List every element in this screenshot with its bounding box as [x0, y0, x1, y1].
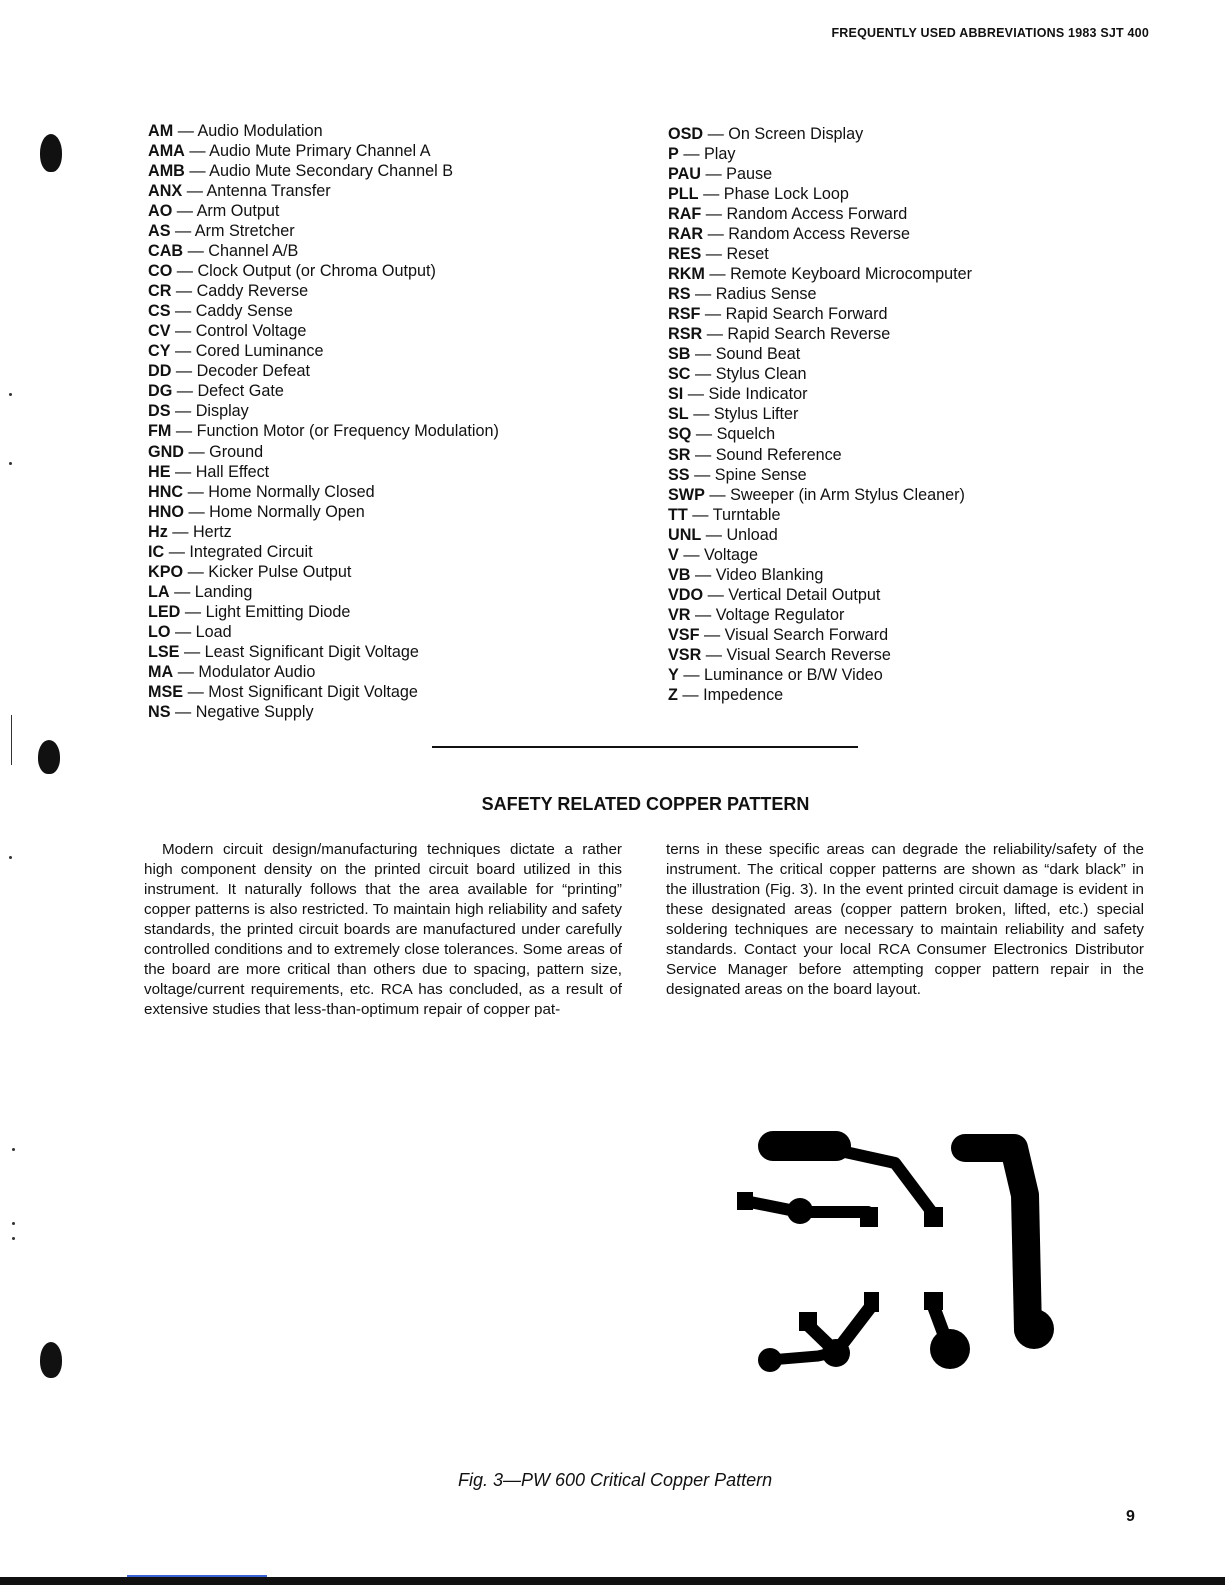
pad-round: [787, 1198, 813, 1224]
abbreviation-term: DD: [148, 362, 172, 381]
scan-artifact-dot: [9, 856, 12, 859]
abbreviation-meaning: Luminance or B/W Video: [704, 665, 883, 684]
abbreviation-term: TT: [668, 505, 688, 524]
separator-dash: —: [175, 362, 193, 381]
separator-dash: —: [707, 585, 724, 604]
trace-power-l: [965, 1148, 1028, 1330]
abbreviation-meaning: Phase Lock Loop: [723, 185, 849, 204]
abbreviation-term: V: [668, 545, 679, 564]
separator-dash: —: [186, 182, 203, 201]
abbreviation-term: CR: [148, 282, 172, 301]
abbreviation-term: DG: [148, 382, 173, 401]
abbreviation-meaning: Squelch: [716, 425, 776, 444]
abbreviation-meaning: Most Significant Digit Voltage: [208, 682, 418, 701]
abbreviation-term: Hz: [148, 522, 168, 541]
abbreviation-meaning: Sound Beat: [715, 345, 801, 364]
abbreviation-meaning: Pause: [726, 165, 773, 184]
separator-dash: —: [177, 122, 194, 140]
pad-round: [930, 1329, 970, 1369]
pad-round: [758, 1348, 782, 1372]
separator-dash: —: [683, 665, 700, 684]
abbreviation-term: VDO: [668, 585, 704, 604]
abbreviation-term: LO: [148, 622, 171, 641]
abbreviation-meaning: Play: [704, 145, 736, 164]
separator-dash: —: [177, 662, 194, 681]
separator-dash: —: [707, 125, 724, 143]
abbreviation-term: SS: [668, 465, 690, 484]
abbreviation-meaning: Modulator Audio: [198, 662, 316, 681]
abbreviation-term: VB: [668, 565, 691, 584]
abbreviation-meaning: Vertical Detail Output: [728, 585, 881, 604]
separator-dash: —: [705, 205, 722, 224]
separator-dash: —: [188, 502, 205, 521]
abbreviation-meaning: Decoder Defeat: [196, 362, 310, 381]
abbreviation-term: RES: [668, 245, 702, 264]
abbreviation-meaning: Reset: [726, 245, 769, 264]
abbreviation-meaning: Load: [195, 622, 232, 641]
abbreviation-meaning: Function Motor (or Frequency Modulation): [196, 422, 499, 441]
abbreviation-term: KPO: [148, 562, 184, 581]
abbreviation-term: SL: [668, 405, 689, 424]
abbreviation-meaning: Home Normally Closed: [208, 482, 375, 501]
abbreviation-meaning: Visual Search Reverse: [726, 645, 891, 664]
abbreviation-term: IC: [148, 542, 165, 561]
copper-traces: [737, 1146, 1054, 1372]
separator-dash: —: [692, 505, 709, 524]
running-header: FREQUENTLY USED ABBREVIATIONS 1983 SJT 400: [831, 26, 1149, 40]
abbreviation-meaning: Ground: [209, 442, 264, 461]
separator-dash: —: [683, 145, 700, 164]
trace-diagonal: [836, 1150, 934, 1215]
abbreviation-meaning: Random Access Forward: [726, 205, 908, 224]
abbreviation-term: CS: [148, 302, 171, 321]
abbreviation-meaning: Audio Modulation: [197, 122, 323, 140]
abbreviation-term: AMB: [148, 162, 185, 181]
abbreviation-meaning: Turntable: [712, 505, 781, 524]
separator-dash: —: [695, 365, 712, 384]
figure-caption: Fig. 3—PW 600 Critical Copper Pattern: [458, 1470, 773, 1490]
abbreviation-term: LED: [148, 602, 181, 621]
abbreviation-term: UNL: [668, 525, 702, 544]
separator-dash: —: [175, 462, 192, 481]
abbreviation-meaning: Audio Mute Primary Channel A: [209, 142, 431, 161]
abbreviation-meaning: Antenna Transfer: [206, 182, 331, 201]
separator-dash: —: [694, 465, 711, 484]
page-number: 9: [1126, 1508, 1135, 1525]
separator-dash: —: [704, 305, 722, 324]
abbreviation-meaning: Radius Sense: [715, 285, 817, 304]
separator-dash: —: [168, 542, 185, 561]
abbreviation-term: Y: [668, 665, 679, 684]
separator-dash: —: [184, 602, 202, 621]
separator-dash: —: [683, 545, 700, 564]
separator-dash: —: [175, 222, 192, 241]
abbreviation-meaning: Light Emitting Diode: [205, 602, 351, 621]
abbreviation-term: NS: [148, 702, 171, 721]
separator-dash: —: [695, 425, 713, 444]
separator-dash: —: [682, 685, 699, 704]
separator-dash: —: [707, 225, 724, 244]
separator-dash: —: [176, 202, 193, 221]
separator-dash: —: [705, 245, 722, 264]
abbreviation-meaning: Stylus Lifter: [713, 405, 799, 424]
separator-dash: —: [705, 525, 722, 544]
separator-dash: —: [175, 342, 192, 361]
abbreviation-term: SQ: [668, 425, 692, 444]
separator-dash: —: [705, 645, 722, 664]
abbreviation-meaning: Impedence: [703, 685, 784, 704]
separator-dash: —: [188, 442, 205, 461]
separator-dash: —: [189, 162, 206, 181]
abbreviation-meaning: Voltage Regulator: [715, 605, 845, 624]
separator-dash: —: [176, 262, 193, 281]
abbreviation-meaning: Landing: [194, 582, 253, 601]
abbreviation-term: P: [668, 145, 679, 164]
abbreviation-meaning: Unload: [726, 525, 778, 544]
abbreviation-meaning: Video Blanking: [715, 565, 824, 584]
abbreviation-term: RAR: [668, 225, 704, 244]
scan-artifact-dot: [12, 1237, 15, 1240]
scan-artifact-line: [11, 715, 12, 765]
separator-dash: —: [175, 302, 192, 321]
abbreviation-term: RAF: [668, 205, 702, 224]
abbreviation-term: RSF: [668, 305, 701, 324]
separator-dash: —: [187, 242, 204, 261]
abbreviation-term: AM: [148, 122, 174, 140]
separator-dash: —: [693, 405, 710, 424]
separator-dash: —: [187, 562, 204, 581]
abbreviation-term: LA: [148, 582, 170, 601]
abbreviation-term: RKM: [668, 265, 705, 284]
abbreviation-meaning: Audio Mute Secondary Channel B: [209, 162, 454, 181]
abbreviation-term: HNC: [148, 482, 184, 501]
abbreviation-term: OSD: [668, 125, 704, 143]
abbreviation-meaning: Caddy Reverse: [196, 282, 309, 301]
abbreviation-term: CO: [148, 262, 173, 281]
abbreviation-term: MSE: [148, 682, 184, 701]
abbreviation-term: MA: [148, 662, 174, 681]
abbreviation-meaning: Hertz: [192, 522, 232, 541]
separator-dash: —: [174, 622, 192, 641]
pad-square: [860, 1207, 878, 1227]
scan-artifact-dot: [9, 393, 12, 396]
separator-dash: —: [695, 345, 712, 364]
abbreviation-meaning: Visual Search Forward: [724, 625, 889, 644]
abbreviation-meaning: Arm Output: [196, 202, 280, 221]
separator-dash: —: [695, 565, 712, 584]
abbreviation-meaning: Stylus Clean: [715, 365, 807, 384]
separator-dash: —: [709, 265, 726, 284]
abbreviation-meaning: Home Normally Open: [209, 502, 365, 521]
separator-dash: —: [709, 485, 726, 504]
abbreviation-term: SR: [668, 445, 691, 464]
section-title: SAFETY RELATED COPPER PATTERN: [481, 794, 810, 814]
separator-dash: —: [687, 385, 704, 404]
abbreviation-term: RS: [668, 285, 691, 304]
scan-artifact-dot: [12, 1148, 15, 1151]
abbreviation-term: AMA: [148, 142, 185, 161]
abbreviation-meaning: Channel A/B: [208, 242, 299, 261]
abbreviation-meaning: Clock Output (or Chroma Output): [197, 262, 436, 281]
separator-dash: —: [706, 325, 723, 344]
separator-dash: —: [703, 625, 721, 644]
abbreviation-meaning: Side Indicator: [708, 385, 808, 404]
abbreviation-term: AS: [148, 222, 171, 241]
abbreviation-meaning: Kicker Pulse Output: [208, 562, 352, 581]
separator-dash: —: [175, 702, 192, 721]
abbreviation-term: PLL: [668, 185, 699, 204]
binder-hole-mark: [40, 1342, 62, 1378]
separator-dash: —: [187, 682, 204, 701]
pad-square: [924, 1207, 943, 1227]
separator-dash: —: [187, 482, 204, 501]
abbreviation-meaning: Random Access Reverse: [728, 225, 911, 244]
abbreviation-meaning: Integrated Circuit: [189, 542, 313, 561]
abbreviation-meaning: Negative Supply: [195, 702, 314, 721]
abbreviation-term: DS: [148, 402, 171, 421]
separator-dash: —: [172, 522, 189, 541]
abbreviation-meaning: Remote Keyboard Microcomputer: [730, 265, 973, 284]
abbreviation-term: PAU: [668, 165, 701, 184]
separator-dash: —: [703, 185, 720, 204]
abbreviation-meaning: Control Voltage: [195, 322, 307, 341]
abbreviation-term: VSF: [668, 625, 700, 644]
separator-dash: —: [175, 402, 192, 421]
abbreviation-term: SWP: [668, 485, 705, 504]
abbreviation-meaning: Arm Stretcher: [194, 222, 295, 241]
separator-dash: —: [705, 165, 722, 184]
body-paragraph-right: terns in these specific areas can degrade the reliability/safety of the instrument. The critical copper patterns are shown as “dark black” in the illustration (Fig. 3). In the event printed circuit damage is evident in these designated areas (copper pattern broken, lifted, etc.) special soldering techniques are necessary to maintain reliability and safety standards. Contact your local RCA Consumer Electronics Distributor Service Manager before attempting copper pattern repair in the designated areas on the board layout.: [666, 841, 1144, 998]
separator-dash: —: [695, 285, 712, 304]
abbreviation-meaning: On Screen Display: [728, 125, 864, 143]
separator-dash: —: [695, 445, 712, 464]
abbreviation-meaning: Sweeper (in Arm Stylus Cleaner): [730, 485, 965, 504]
abbreviation-term: HNO: [148, 502, 184, 521]
abbreviation-term: LSE: [148, 642, 180, 661]
separator-dash: —: [175, 322, 192, 341]
abbreviation-meaning: Display: [195, 402, 249, 421]
separator-dash: —: [695, 605, 712, 624]
abbreviation-term: SI: [668, 385, 684, 404]
abbreviation-term: GND: [148, 442, 184, 461]
abbreviation-term: ANX: [148, 182, 183, 201]
scan-artifact-dot: [9, 462, 12, 465]
binder-hole-mark: [40, 134, 62, 172]
pad-round: [822, 1339, 850, 1367]
abbreviation-meaning: Caddy Sense: [195, 302, 293, 321]
scan-bottom-edge: [0, 1577, 1225, 1585]
body-paragraph-left: Modern circuit design/manufacturing techniques dictate a rather high component density on the printed circuit board utilized in this instrument. It naturally follows that the area available for “printing” copper patterns is also restricted. To maintain high reliability and safety standards, the printed circuit boards are manufactured under carefully controlled conditions and to extremely close tolerances. Some areas of the board are more critical than others due to spacing, pattern size, voltage/current requirements, etc. RCA has concluded, as a result of extensive studies that less-than-optimum repair of copper pat-: [144, 841, 622, 1018]
abbreviation-term: HE: [148, 462, 171, 481]
abbreviation-term: Z: [668, 685, 678, 704]
separator-dash: —: [183, 642, 201, 661]
separator-dash: —: [175, 422, 193, 441]
separator-dash: —: [175, 282, 193, 301]
separator-dash: —: [174, 582, 191, 601]
abbreviation-meaning: Sound Reference: [715, 445, 842, 464]
abbreviation-meaning: Least Significant Digit Voltage: [204, 642, 419, 661]
abbreviation-term: CY: [148, 342, 171, 361]
abbreviation-meaning: Rapid Search Reverse: [727, 325, 891, 344]
abbreviation-term: CAB: [148, 242, 184, 261]
abbreviation-meaning: Spine Sense: [714, 465, 807, 484]
abbreviation-term: AO: [148, 202, 173, 221]
separator-dash: —: [189, 142, 206, 161]
abbreviation-term: RSR: [668, 325, 703, 344]
abbreviation-term: VSR: [668, 645, 702, 664]
separator-dash: —: [176, 382, 193, 401]
scan-artifact-dot: [12, 1222, 15, 1225]
abbreviation-term: SB: [668, 345, 691, 364]
abbreviation-term: CV: [148, 322, 171, 341]
abbreviation-meaning: Hall Effect: [195, 462, 270, 481]
abbreviation-term: VR: [668, 605, 691, 624]
binder-hole-mark: [38, 740, 60, 774]
abbreviation-meaning: Rapid Search Forward: [725, 305, 888, 324]
pad-round: [1014, 1309, 1054, 1349]
abbreviation-term: SC: [668, 365, 691, 384]
abbreviation-meaning: Defect Gate: [197, 382, 284, 401]
abbreviation-meaning: Voltage: [704, 545, 759, 564]
abbreviation-term: FM: [148, 422, 172, 441]
abbreviation-meaning: Cored Luminance: [195, 342, 324, 361]
